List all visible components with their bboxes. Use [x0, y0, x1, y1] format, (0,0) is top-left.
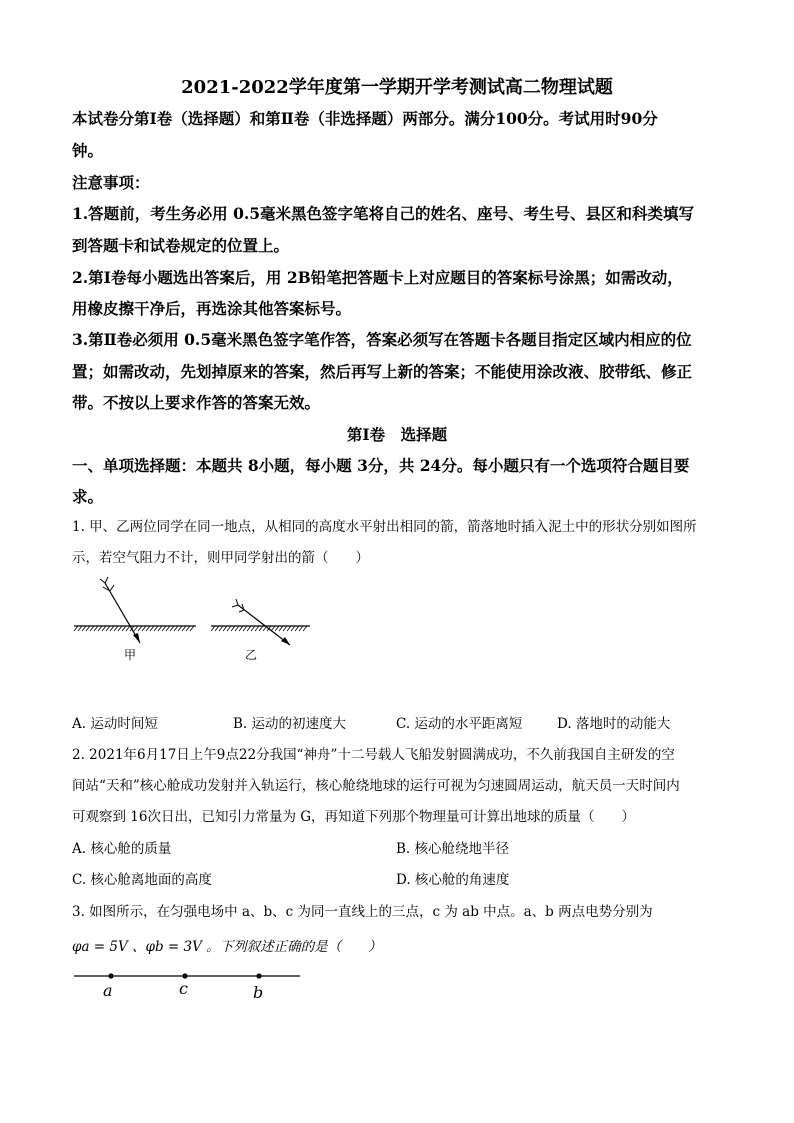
point-c-label: c	[179, 979, 188, 998]
hatch-mark	[303, 626, 307, 631]
hatch-mark	[178, 626, 182, 631]
hatch-mark	[118, 626, 122, 631]
point-b-dot	[256, 973, 261, 978]
note-2-line-2: 用橡皮擦干净后，再选涂其他答案标号。	[72, 299, 352, 318]
note-1-line-1: 1.答题前，考生务必用 0.5毫米黑色签字笔将自己的姓名、座号、考生号、县区和科类填写	[72, 204, 695, 223]
hatch-mark	[299, 626, 303, 631]
q2-option-d[interactable]: D. 核心舱的角速度	[396, 872, 510, 888]
hatch-mark	[138, 626, 142, 631]
hatch-mark	[275, 626, 279, 631]
hatch-mark	[174, 626, 178, 631]
hatch-mark	[259, 626, 263, 631]
hatch-mark	[251, 626, 255, 631]
q2-stem-line-3: 可观察到 16次日出，已知引力常量为 G，再知道下列那个物理量可计算出地球的质量（ ）	[72, 809, 636, 825]
hatch-mark	[182, 626, 186, 631]
hatch-mark	[142, 626, 146, 631]
hatch-mark	[126, 626, 130, 631]
q1-stem-line-2: 示，若空气阻力不计，则甲同学射出的箭（ ）	[72, 550, 369, 566]
section-1-heading-line-1: 一、单项选择题：本题共 8小题，每小题 3分，共 24分。每小题只有一个选项符合题目要	[72, 456, 690, 475]
ground-hatch-b	[211, 626, 307, 631]
q3-stem-line-2: φa = 5V 、φb = 3V 。下列叙述正确的是（ ）	[72, 939, 382, 955]
q1-stem-line-1: 1. 甲、乙两位同学在同一地点，从相同的高度水平射出相同的箭，箭落地时插入泥土中的形状分别如图所	[72, 519, 697, 535]
q3-stem-line-1: 3. 如图所示，在匀强电场中 a、b、c 为同一直线上的三点，c 为 ab 中点。a、b 两点电势分别为	[72, 904, 653, 920]
q1-arrow-figure	[60, 575, 330, 665]
hatch-mark	[279, 626, 283, 631]
fig-label-b: 乙	[245, 648, 258, 662]
hatch-mark	[295, 626, 299, 631]
hatch-mark	[110, 626, 114, 631]
hatch-mark	[211, 626, 215, 631]
hatch-mark	[215, 626, 219, 631]
hatch-mark	[186, 626, 190, 631]
point-c-dot	[182, 973, 187, 978]
hatch-mark	[122, 626, 126, 631]
arrow-a	[100, 577, 140, 643]
hatch-mark	[150, 626, 154, 631]
note-3-line-2: 置；如需改动，先划掉原来的答案，然后再写上新的答案；不能使用涂改液、胶带纸、修正	[72, 362, 693, 381]
q2-option-c[interactable]: C. 核心舱离地面的高度	[72, 872, 212, 888]
hatch-mark	[82, 626, 86, 631]
hatch-mark	[146, 626, 150, 631]
point-b-label: b	[253, 983, 264, 1002]
ground-hatch-a	[74, 626, 194, 631]
section-1-title: 第Ⅰ卷 选择题	[346, 425, 448, 444]
intro-line-2: 钟。	[72, 141, 104, 160]
q1-option-a[interactable]: A. 运动时间短	[72, 716, 158, 732]
hatch-mark	[190, 626, 194, 631]
note-3-line-1: 3.第Ⅱ卷必须用 0.5毫米黑色签字笔作答，答案必须写在答题卡各题目指定区域内相应的位	[72, 330, 692, 349]
hatch-mark	[255, 626, 259, 631]
q1-option-b[interactable]: B. 运动的初速度大	[233, 716, 347, 732]
q1-option-d[interactable]: D. 落地时的动能大	[557, 716, 671, 732]
paper-title: 2021-2022学年度第一学期开学考测试高二物理试题	[181, 77, 613, 98]
hatch-mark	[287, 626, 291, 631]
hatch-mark	[283, 626, 287, 631]
note-3-line-3: 带。不按以上要求作答的答案无效。	[72, 393, 321, 412]
note-2-line-1: 2.第Ⅰ卷每小题选出答案后，用 2B铅笔把答题卡上对应题目的答案标号涂黑；如需改动，	[72, 268, 683, 287]
note-1-line-2: 到答题卡和试卷规定的位置上。	[72, 236, 290, 255]
hatch-mark	[243, 626, 247, 631]
hatch-mark	[219, 626, 223, 631]
q2-option-b[interactable]: B. 核心舱绕地半径	[396, 841, 510, 857]
notes-heading: 注意事项：	[72, 173, 150, 192]
q2-stem-line-2: 间站“天和”核心舱成功发射并入轨运行，核心舱绕地球的运行可视为匀速圆周运动，航天员一天时间内	[72, 778, 680, 794]
hatch-mark	[170, 626, 174, 631]
point-a-dot	[108, 973, 113, 978]
hatch-mark	[102, 626, 106, 631]
hatch-mark	[78, 626, 82, 631]
hatch-mark	[94, 626, 98, 631]
hatch-mark	[166, 626, 170, 631]
hatch-mark	[98, 626, 102, 631]
hatch-mark	[90, 626, 94, 631]
hatch-mark	[235, 626, 239, 631]
hatch-mark	[86, 626, 90, 631]
arrow-b	[232, 599, 290, 645]
section-1-heading-line-2: 求。	[72, 487, 104, 506]
fig-label-a: 甲	[124, 648, 137, 662]
hatch-mark	[74, 626, 78, 631]
hatch-mark	[247, 626, 251, 631]
intro-line-1: 本试卷分第Ⅰ卷（选择题）和第Ⅱ卷（非选择题）两部分。满分100分。考试用时90分	[72, 109, 658, 128]
q1-option-c[interactable]: C. 运动的水平距离短	[396, 716, 523, 732]
hatch-mark	[114, 626, 118, 631]
hatch-mark	[106, 626, 110, 631]
q3-line-figure	[60, 962, 320, 1004]
hatch-mark	[223, 626, 227, 631]
hatch-mark	[227, 626, 231, 631]
hatch-mark	[154, 626, 158, 631]
hatch-mark	[158, 626, 162, 631]
hatch-mark	[162, 626, 166, 631]
hatch-mark	[291, 626, 295, 631]
q2-stem-line-1: 2. 2021年6月17日上午9点22分我国“神舟”十二号载人飞船发射圆满成功，不久前我国自主研发的空	[72, 747, 675, 763]
point-a-label: a	[103, 981, 113, 1000]
hatch-mark	[134, 626, 138, 631]
hatch-mark	[231, 626, 235, 631]
q2-option-a[interactable]: A. 核心舱的质量	[72, 841, 172, 857]
hatch-mark	[239, 626, 243, 631]
